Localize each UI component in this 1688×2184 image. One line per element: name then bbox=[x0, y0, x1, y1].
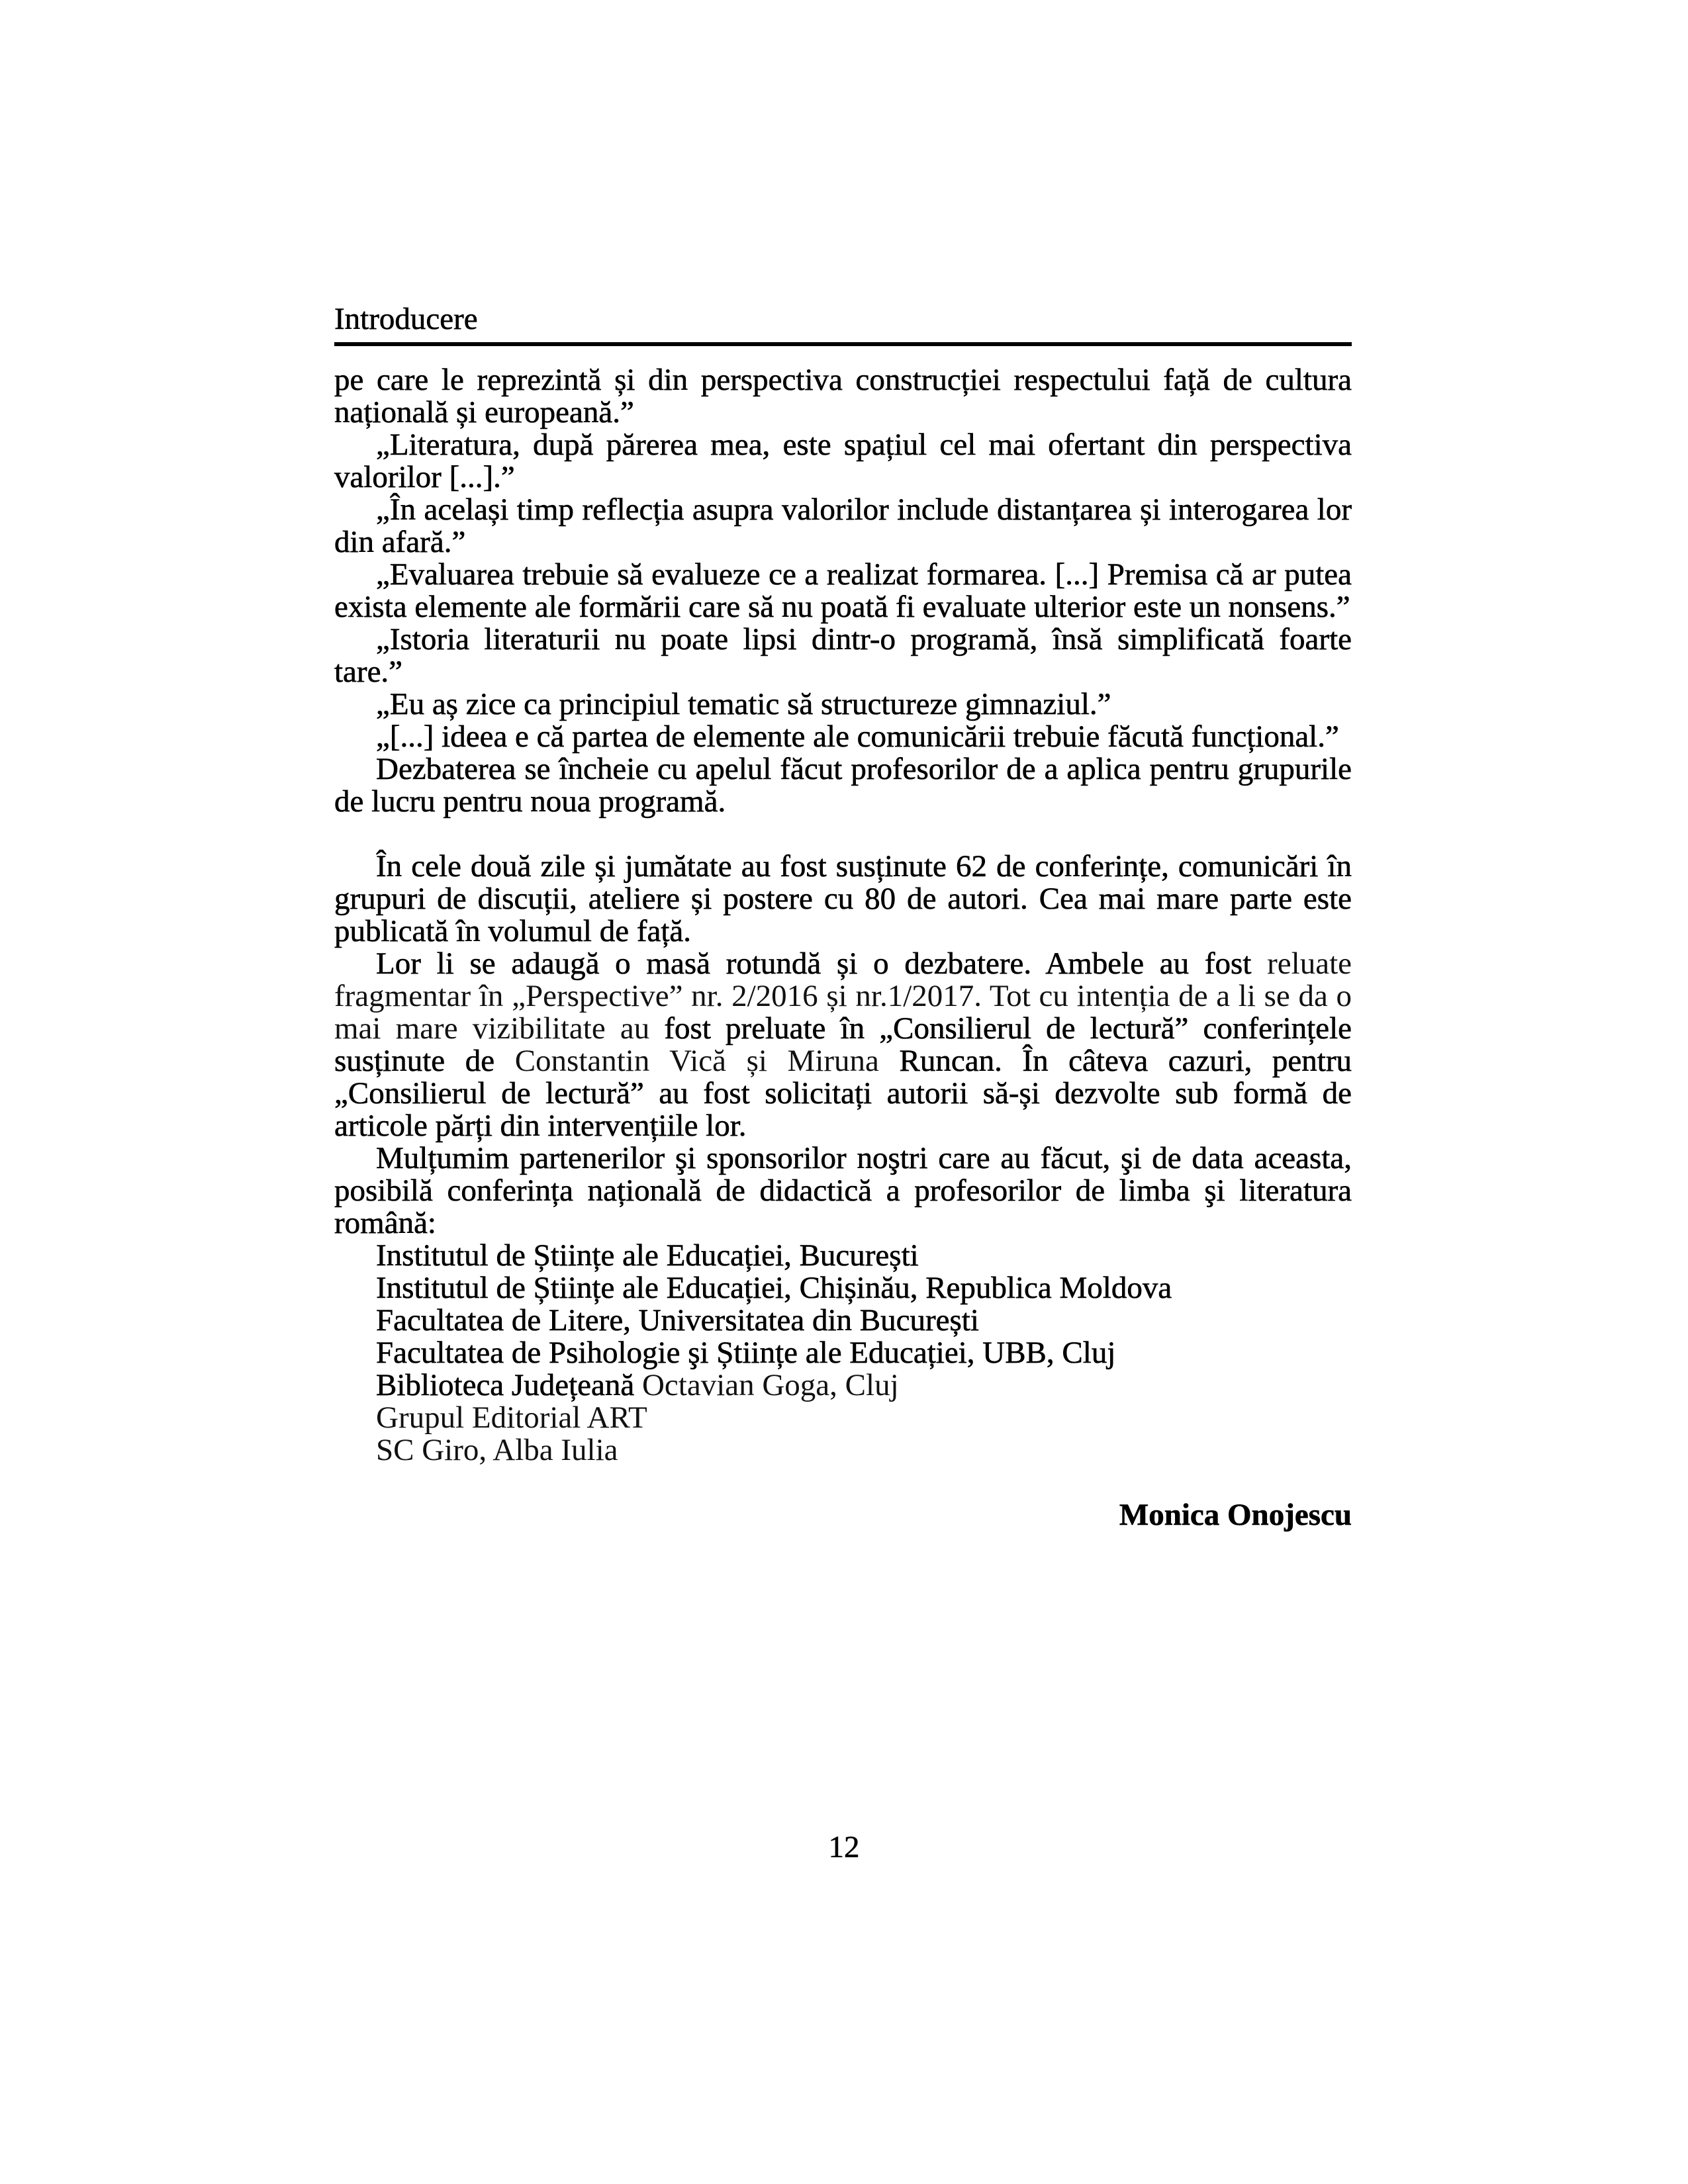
paragraph-quote-ideea bbox=[334, 721, 1352, 753]
text-run: Mulțumim partenerilor şi sponsorilor noştri care au făcut, şi de data aceasta, posibilă conferința națională de didactică a profesorilor de limba şi literatura română: bbox=[334, 1141, 1352, 1240]
paragraph-quote-principiul bbox=[334, 688, 1352, 721]
paragraph-quote-literatura bbox=[334, 429, 1352, 494]
text-run: Biblioteca Județeană bbox=[376, 1368, 642, 1402]
text-run: Institutul de Științe ale Educației, Chișinău, Republica Moldova bbox=[376, 1271, 1172, 1305]
text-run: fost preluate în „Consilierul de lectură” conferințele susținute de bbox=[334, 1011, 1352, 1078]
text-run: „[...] ideea e că partea de elemente ale comunicării trebuie făcută funcțional.” bbox=[376, 719, 1339, 754]
institution-list bbox=[334, 1240, 1352, 1467]
text-run: Grupul Editorial ART bbox=[376, 1400, 647, 1435]
text-run: „Istoria literaturii nu poate lipsi dintr-o programă, însă simplificată foarte tare.” bbox=[334, 622, 1352, 689]
institution-item bbox=[334, 1369, 1352, 1402]
text-run: „Eu aș zice ca principiul tematic să structureze gimnaziul.” bbox=[376, 687, 1111, 721]
text-run: Dezbaterea se încheie cu apelul făcut profesorilor de a aplica pentru grupurile de lucru pentru noua programă. bbox=[334, 752, 1352, 819]
institution-item bbox=[334, 1304, 1352, 1337]
text-run: Facultatea de Psihologie şi Științe ale Educației, UBB, Cluj bbox=[376, 1336, 1116, 1370]
institution-item bbox=[334, 1337, 1352, 1369]
text-run: Facultatea de Litere, Universitatea din București bbox=[376, 1303, 979, 1338]
page-footer bbox=[0, 1830, 1688, 1864]
paragraph-continuation bbox=[334, 364, 1352, 429]
text-run: „Evaluarea trebuie să evalueze ce a realizat formarea. [...] Premisa că ar putea exista elemente ale formării care să nu poată fi evaluate ulterior este un nonsens.” bbox=[334, 557, 1352, 624]
paragraph-masa-rotunda bbox=[334, 948, 1352, 1142]
text-run: Lor li se adaugă o masă rotundă și o dezbatere. Ambele au fost bbox=[376, 946, 1268, 981]
paragraph-quote-istoria bbox=[334, 623, 1352, 688]
paragraph-quote-evaluarea bbox=[334, 559, 1352, 623]
text-run: Octavian Goga, Cluj bbox=[641, 1368, 899, 1402]
paragraph-quote-reflectia bbox=[334, 494, 1352, 559]
text-run: Constantin Vică și Miruna bbox=[514, 1044, 900, 1078]
page-header bbox=[334, 302, 1352, 346]
text-run: „În același timp reflecția asupra valorilor include distanțarea și interogarea lor din afară.” bbox=[334, 492, 1352, 559]
text-run: „Literatura, după părerea mea, este spațiul cel mai ofertant din perspectiva valorilor [...].” bbox=[334, 428, 1352, 494]
text-column bbox=[334, 302, 1352, 1531]
running-header-title: Introducere bbox=[334, 302, 478, 336]
paragraph-conferinte bbox=[334, 850, 1352, 948]
author-signature: Monica Onojescu bbox=[1119, 1498, 1352, 1532]
institution-item bbox=[334, 1240, 1352, 1272]
institution-item bbox=[334, 1434, 1352, 1467]
text-run: Runcan. În câteva cazuri, pentru „Consilierul de lectură” au fost solicitați autorii să-și dezvolte sub formă de articole părți din intervențiile lor. bbox=[334, 1044, 1352, 1143]
text-run: SC Giro, Alba Iulia bbox=[376, 1433, 618, 1467]
page-number: 12 bbox=[828, 1830, 860, 1864]
header-rule bbox=[334, 342, 1352, 346]
text-run: reluate fragmentar în „Perspective” nr. 2/2016 și nr.1/2017. Tot cu intenția de a li se da o mai mare vizibilitate au bbox=[334, 946, 1352, 1046]
institution-item bbox=[334, 1272, 1352, 1304]
text-run: Institutul de Științe ale Educației, București bbox=[376, 1238, 919, 1273]
text-run: În cele două zile și jumătate au fost susținute 62 de conferințe, comunicări în grupuri de discuții, ateliere și postere cu 80 de autori. Cea mai mare parte este publicată în volumul de față. bbox=[334, 849, 1352, 948]
paragraph-multumiri bbox=[334, 1142, 1352, 1240]
body-paragraphs bbox=[334, 364, 1352, 1240]
institution-item bbox=[334, 1402, 1352, 1434]
paragraph-dezbaterea bbox=[334, 753, 1352, 818]
text-run: pe care le reprezintă și din perspectiva construcției respectului față de cultura națională și europeană.” bbox=[334, 363, 1352, 430]
